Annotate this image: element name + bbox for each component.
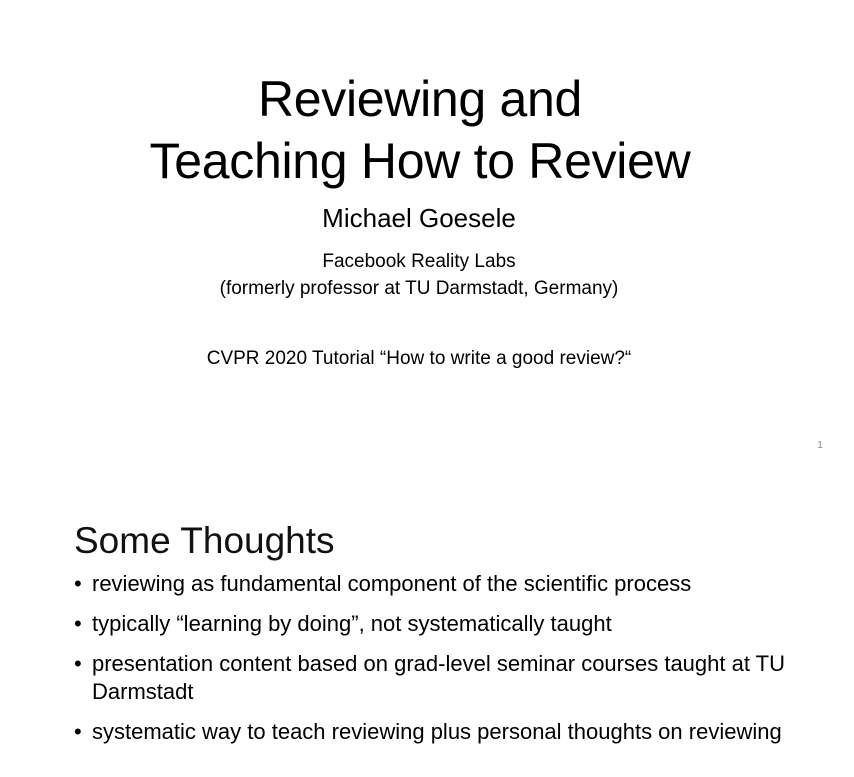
event-name: CVPR 2020 Tutorial “How to write a good review?“ [206, 348, 632, 369]
bullet-item: • presentation content based on grad-level seminar courses taught at TU Darmstadt [74, 650, 834, 706]
bullet-item: • reviewing as fundamental component of the scientific process [74, 570, 834, 598]
slide-title-line-2: Teaching How to Review [149, 132, 691, 189]
bullet-item: • typically “learning by doing”, not systematically taught [74, 610, 834, 638]
slide-title [0, 68, 840, 192]
bullet-item: • systematic way to teach reviewing plus personal thoughts on reviewing [74, 718, 834, 746]
slide-number: 1 [817, 440, 823, 451]
affiliation-current: Facebook Reality Labs [322, 251, 516, 272]
slide-title-line-1: Reviewing and [257, 70, 583, 127]
author-affiliation [0, 248, 838, 302]
affiliation-former: (formerly professor at TU Darmstadt, Germany) [219, 278, 619, 299]
bullet-list [74, 570, 834, 758]
slide-heading: Some Thoughts [74, 519, 335, 561]
content-slide [0, 470, 854, 777]
author-name: Michael Goesele [322, 203, 516, 233]
